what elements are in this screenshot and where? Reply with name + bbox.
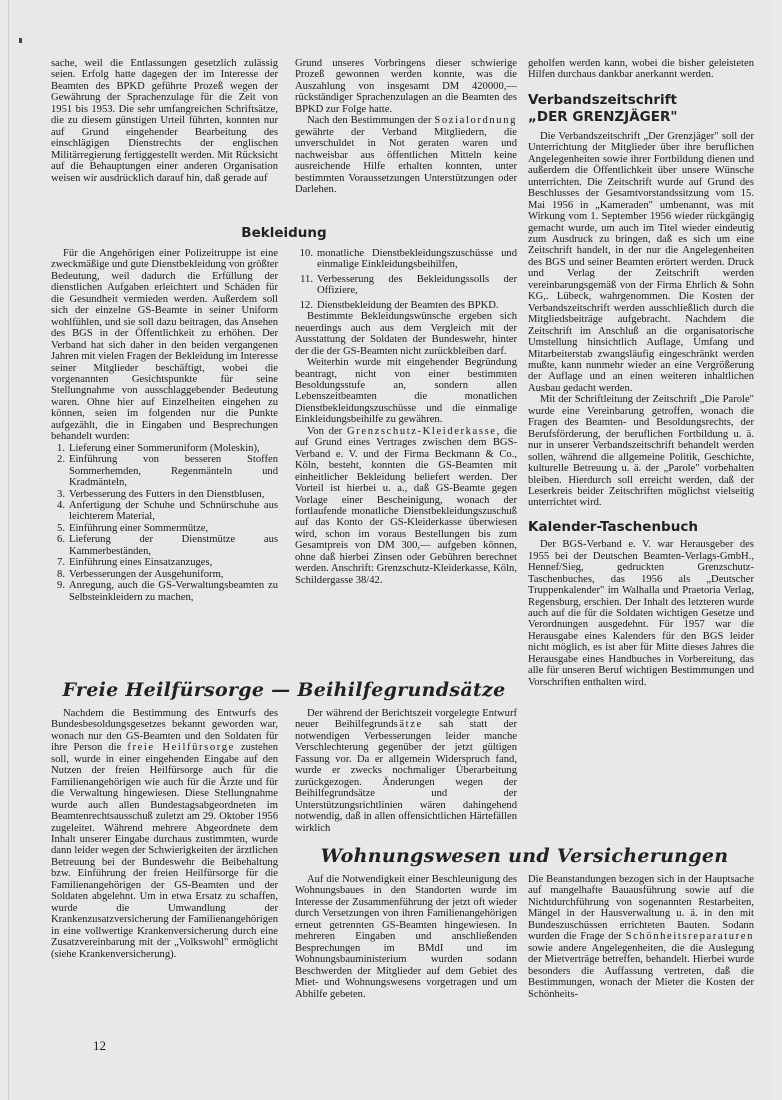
- column-2-top: [295, 58, 517, 195]
- emphasis-term: Sozialordnung: [434, 115, 517, 127]
- paragraph: Der während der Berichtszeit vorgelegte Entwurf neuer Beihilfegrundsätze sah statt der notwendigen Verbesserungen leider manche Verschlechterung gegenüber der jetzt gültigen Fassung vor. Da er allgemein Widerspruch fand, wurde er zwecks nochmaliger Überarbeitung zurückgezogen. Änderungen wegen der Beihilfegrundsätze und der Unterstützungsrichtlinien wären dahingehend notwendig, daß in allen offensichtlichen Härtefällen wirklich: [295, 708, 518, 834]
- paragraph: Der BGS-Verband e. V. war Herausgeber des 1955 bei der Deutschen Beamten-Verlags-GmbH., Hennef/Sieg, gedruckten Grenzschutz-Taschenbuches, das 1956 als „Deutscher Truppenkalender" im Walhalla und Praetoria Verlag, Regensburg, erschien. Der Inhalt des letzteren wurde auch auf die für die Soldaten wichtigen Gesetze und Verordnungen ausgedehnt. Für 1957 war die Herausgabe eines Kalenders für den BGS leider nicht möglich, es ist aber für Mitte dieses Jahres die Herausgabe eines Handbuches in Vorbereitung, das alle für unseren Beruf wichtigen Bestimmungen und Vorschriften enthalten wird.: [528, 539, 754, 688]
- list-item: 7. Einführung eines Einsatzanzuges,: [57, 557, 213, 569]
- section-heading-bekleidung: Bekleidung: [241, 225, 327, 241]
- paragraph: Grund unseres Vorbringens dieser schwierige Prozeß gewonnen werden konnte, was die Auszahlung von insgesamt DM 420000,— rückständiger Sprachenzulagen an die Beamten des BPKD zur Folge hatte.: [295, 58, 517, 115]
- column-3-wohnungswesen: [528, 874, 754, 1000]
- paragraph: Die Beanstandungen bezogen sich in der Hauptsache auf mangelhafte Bauausführung sowie auf die Nichtdurchführung von sogenannten Restarbeiten, Mängel in der Hausverwaltung u. ä. in den mit Bundeszuschüssen errichteten Bauten. Sodann wurden die Frage der Schönheitsreparaturen sowie andere Angelegenheiten, die die Auslegung der Mietverträge betreffen, behandelt. Hierbei wurde besonders die Auffassung vertreten, daß die Bestimmungen, wonach der Mieter die Kosten der Schönheits-: [528, 874, 754, 1000]
- column-1-bekleidung: [51, 248, 278, 603]
- list-item: 10. monatliche Dienstbekleidungszuschüsse und einmalige Einkleidungsbeihilfen,: [299, 248, 517, 271]
- paragraph: Nachdem die Bestimmung des Entwurfs des Bundesbesoldungsgesetzes bekannt geworden war, wonach nur den GS-Beamten und den Soldaten für ihre Person die freie Heilfürsorge zustehen soll, wurde in einer eingehenden Eingabe auf den Nutzen der freien Heilfürsorge auch für die Familienangehörigen wie auch für die Ärzte und für die Verwaltung hingewiesen. Diese Stellungnahme wurde auch allen Bundestagsabgeordneten im Beamtenrechtsausschuß zuletzt am 29. Oktober 1956 zugeleitet. Während mehrere Abgeordnete dem Inhalt unserer Eingabe durchaus zustimmten, wurde dann leider wegen der Schwierigkeiten der ärztlichen Betreuung bei der Bundeswehr die Beibehaltung bzw. Einführung der freien Heilfürsorge für die Familienangehörigen der GS-Beamten und der Soldaten abgelehnt. Um in etwa Ersatz zu schaffen, wurde die Umwandlung der Krankenzusatzversicherung der Familienangehörigen in eine vollwertige Krankenversicherung durch eine Zusatzvereinbarung mit der „Volkswohl" ermöglicht (siehe Krankenversicherung).: [51, 708, 278, 960]
- paragraph: Die Verbandszeitschrift „Der Grenzjäger" soll der Unterrichtung der Mitglieder über ihre beruflichen Angelegenheiten sowie ihrer Fortbildung dienen und außerdem die Öffentlichkeit über unsere Wünsche unterrichten. Die Zeitschrift wurde auf Grund des Beschlusses der Gesamtvorstandssitzung vom 15. Mai 1956 in „Kameraden" umbenannt, was mit Wirkung vom 1. September 1956 wieder rückgängig gemacht wurde, um auch im Titel wieder eindeutig zum Ausdruck zu bringen, daß es sich um eine Zeitschrift handelt, in der nur die Angelegenheiten des BGS und seiner Beamten erörtert werden. Druck und Verlag der Zeitschrift werden vereinbarungsgemäß von der Firma Ehrlich & Sohn KG,. Lübeck, wahrgenommen. Die Kosten der Verbandszeitschrift werden ausschließlich durch die Mitgliedsbeiträge aufgebracht. Nachdem die Zeitschrift im Anschluß an die organisatorische Umstellung hinsichtlich Auflage, Umfang und Mitarbeiterstab zwangsläufig eingeschränkt werden mußte, kann nunmehr wieder an eine Vergrößerung der Auflage und an einen weiteren inhaltlichen Ausbau gedacht werden.: [528, 130, 754, 394]
- list-item: 12. Dienstbekleidung der Beamten des BPKD.: [299, 299, 499, 311]
- magazine-page: [8, 0, 773, 1100]
- column-1-top: [51, 58, 278, 184]
- list-item: 11. Verbesserung des Bekleidungssolls der Offiziere,: [300, 273, 517, 297]
- column-2-wohnungswesen: [295, 874, 517, 1000]
- emphasis-term: freie Heilfürsorge: [127, 742, 235, 754]
- paragraph: Bestimmte Bekleidungswünsche ergeben sich neuerdings auch aus dem Vergleich mit der Ausstattung der Soldaten der Bundeswehr, hinter der die der GS-Beamten nicht zurückbleiben darf.: [295, 311, 517, 357]
- paragraph: Weiterhin wurde mit eingehender Begründung beantragt, nicht von einer bestimmten Besoldungsstufe an, sondern allen Lebenszeitbeamten die monatlichen Dienstbekleidungszuschüsse und die einmalige Einkleidungsbeihilfe zu gewähren.: [295, 357, 517, 426]
- paragraph: Auf die Notwendigkeit einer Beschleunigung des Wohnungsbaues in den Standorten wurde im Interesse der Zusammenführung der jetzt oft wieder durch Versetzungen von ihren Familienangehörigen erneut getrennten GS-Beamten hingewiesen. In mehreren Eingaben und anschließenden Besprechungen im BMdI und im Wohnungsbauministerium wurden sodann Beschwerden der Mitglieder auf dem Gebiet des Miet- und Wohnungswesens vorgetragen und um Abhilfe gebeten.: [295, 874, 517, 1000]
- list-item: 2. Einführung von besseren Stoffen Sommerhemden, Regenmänteln und Kradmänteln,: [57, 454, 278, 489]
- page-number: 12: [93, 1038, 106, 1053]
- paragraph-kleiderkasse: Von der Grenzschutz-Kleiderkasse, die auf Grund eines Vertrages zwischen dem BGS-Verband e. V. und der Firma Beckmann & Co., Köln, besteht, konnten die GS-Beamten mit einheitlicher Bekleidung beliefert werden. Der Vorteil ist hierbei u. a., daß GS-Beamte gegen Vorlage einer Bescheinigung, wonach der fortlaufende monatliche Dienstbekleidungszuschuß auf das Konto der GS-Kleiderkasse überwiesen wird, schon im voraus Bestellungen bis zum Gesamtpreis von DM 300,— aufgeben können, ohne daß hierbei Zinsen oder Gebühren berechnet werden. Anschrift: Grenzschutz-Kleiderkasse, Köln, Schildergasse 38/42.: [295, 425, 517, 586]
- bekleidung-list-part1: [51, 443, 278, 603]
- paragraph-sozialordnung: Nach den Bestimmungen der Sozialordnung gewährte der Verband Mitgliedern, die unverschuldet in Not geraten waren und nachweisbar aus öffentlichen Mitteln keine ausreichende Hilfe erhalten konnten, unter bestimmten Voraussetzungen Unterstützungen oder Darlehen.: [295, 115, 517, 195]
- paragraph: sache, weil die Entlassungen gesetzlich zulässig seien. Erfolg hatte dagegen der im Interesse der Beamten des BPKD geführte Prozeß wegen der Gewährung der Sprachenzulage für die Zeit von 1951 bis 1953. Die sehr umfangreichen Schriftsätze, die zu diesem günstigen Urteil führten, konnten nur auf Grund eingehender Bearbeitung des einschlägigen Dienstrechts der englischen Militärregierung fertiggestellt werden. Mit Rücksicht auf die Behauptungen einer anderen Organisation weisen wir ausdrücklich darauf hin, daß gerade auf: [51, 58, 278, 184]
- list-item: 4. Anfertigung der Schuhe und Schnürschuhe aus leichterem Material,: [57, 499, 278, 523]
- list-item: 1. Lieferung einer Sommeruniform (Moleskin),: [57, 442, 260, 454]
- section-heading-wohnungswesen: Wohnungswesen und Versicherungen: [320, 845, 729, 867]
- scan-mark: [19, 38, 22, 43]
- list-item: 9. Anregung, auch die GS-Verwaltungsbeamten zu Selbsteinkleidern zu machen,: [57, 580, 278, 603]
- emphasis-term: Grenzschutz-Kleiderkasse: [347, 425, 497, 437]
- paragraph: Für die Angehörigen einer Polizeitruppe ist eine zweckmäßige und gute Dienstbekleidung von größter Bedeutung, weil dadurch die Erfüllung der dienstlichen Aufgaben erleichtert und Schäden für die Gesundheit vermieden werden. Außerdem soll sich der einzelne GS-Beamte in seiner Uniform wohlfühlen, und sie soll dazu beitragen, das Ansehen des BGS in der Öffentlichkeit zu erhöhen. Der Verband hat sich daher in den beiden vergangenen Jahren mit vielen Fragen der Bekleidung im Interesse seiner Mitglieder beschäftigt, wobei die vorgenannten Gesichtspunkte für seine Stellungnahme von ausschlaggebender Bedeutung waren. Ohne hier auf Einzelheiten eingehen zu können, seien im folgenden nur die Punkte aufgezählt, die in Eingaben und Besprechungen behandelt wurden:: [51, 248, 278, 443]
- emphasis-term: Schönheitsreparaturen: [625, 931, 754, 943]
- paragraph: geholfen werden kann, wobei die bisher geleisteten Hilfen durchaus dankbar anerkannt werden.: [528, 58, 754, 81]
- list-item: 5. Einführung einer Sommermütze,: [57, 522, 209, 534]
- column-1-heilfuersorge: [51, 708, 278, 960]
- column-2-heilfuersorge: [295, 708, 517, 834]
- list-item: 8. Verbesserungen der Ausgehuniform,: [57, 568, 224, 580]
- section-heading-verbandszeitschrift: Verbandszeitschrift „DER GRENZJÄGER": [528, 91, 678, 125]
- paragraph: Mit der Schriftleitung der Zeitschrift „Die Parole" wurde eine Vereinbarung getroffen, wonach die Fragen des Beamten- und Besoldungsrechts, der Berufsförderung, der beruflichen Fortbildung u. ä. nur in unserer Verbandszeitschrift behandelt werden sollen, während die allgemeine Politik, Geschichte, kulturelle Betreuung u. ä. der „Parole" vorbehalten bleiben. Hierdurch soll erreicht werden, daß der Leserkreis beider Zeitschriften möglichst vielseitig unterrichtet wird.: [528, 394, 754, 509]
- bekleidung-list-part2: [295, 248, 517, 311]
- list-item: 3. Verbesserung des Futters in den Dienstblusen,: [57, 488, 265, 500]
- emphasis-term: sätze: [393, 719, 423, 731]
- list-item: 6. Lieferung der Dienstmütze aus Kammerbeständen,: [57, 534, 278, 557]
- section-heading-heilfuersorge: Freie Heilfürsorge — Beihilfegrundsätze: [62, 679, 506, 701]
- section-heading-kalender: Kalender-Taschenbuch: [528, 518, 698, 535]
- column-2-bekleidung: [295, 248, 517, 586]
- column-3: [528, 58, 754, 688]
